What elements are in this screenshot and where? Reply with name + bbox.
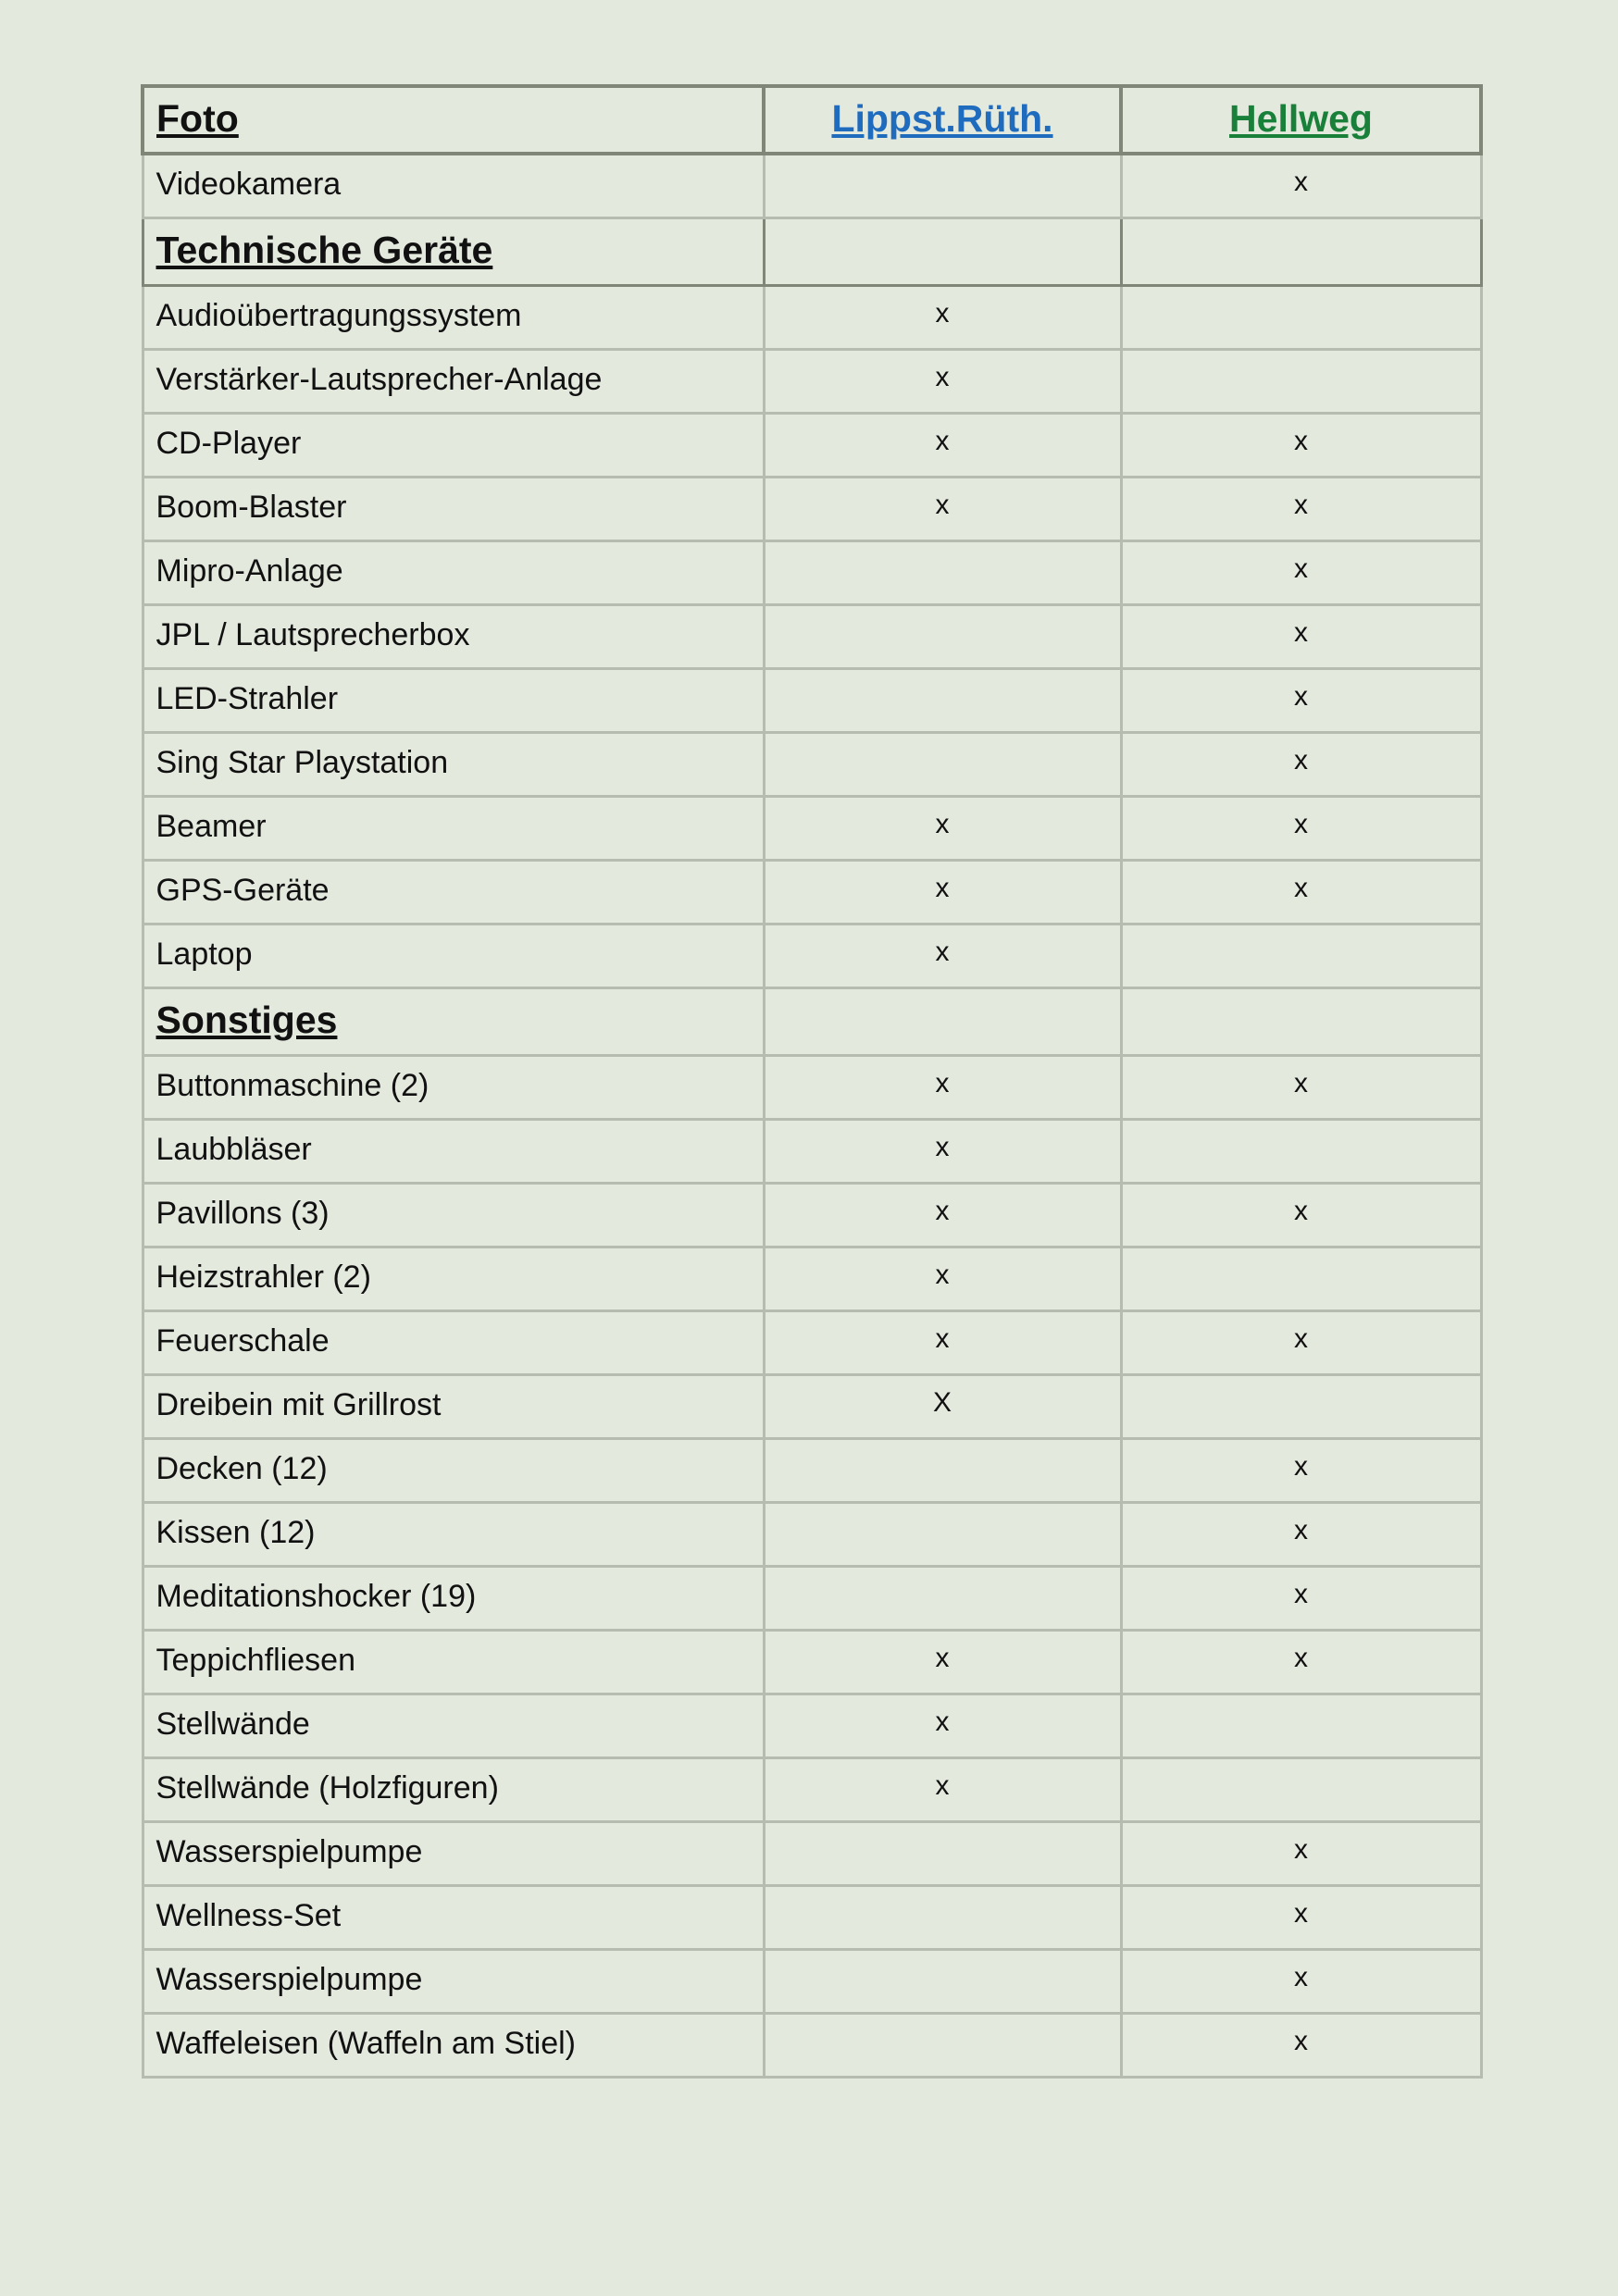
table-row xyxy=(143,924,1481,987)
item-label: Sing Star Playstation xyxy=(143,732,764,796)
availability-lippstadt-ruethen: x xyxy=(764,924,1121,987)
item-label: Meditationshocker (19) xyxy=(143,1566,764,1630)
table-row xyxy=(143,732,1481,796)
availability-lippstadt-ruethen xyxy=(764,1502,1121,1566)
item-label: Laptop xyxy=(143,924,764,987)
availability-lippstadt-ruethen xyxy=(764,1438,1121,1502)
table-header-row xyxy=(143,86,1481,154)
availability-lippstadt-ruethen: x xyxy=(764,1119,1121,1183)
availability-hellweg: x xyxy=(1121,604,1481,668)
table-row xyxy=(143,1055,1481,1119)
availability-hellweg: x xyxy=(1121,1183,1481,1247)
availability-lippstadt-ruethen xyxy=(764,540,1121,604)
table-row xyxy=(143,477,1481,540)
availability-lippstadt-ruethen xyxy=(764,732,1121,796)
table-row xyxy=(143,1183,1481,1247)
item-label: Boom-Blaster xyxy=(143,477,764,540)
availability-hellweg xyxy=(1121,349,1481,413)
table-row xyxy=(143,1757,1481,1821)
availability-lippstadt-ruethen: x xyxy=(764,1694,1121,1757)
availability-hellweg: x xyxy=(1121,413,1481,477)
table-row xyxy=(143,154,1481,217)
availability-lippstadt-ruethen: x xyxy=(764,1055,1121,1119)
empty-cell xyxy=(1121,987,1481,1055)
availability-lippstadt-ruethen xyxy=(764,1566,1121,1630)
item-label: Stellwände xyxy=(143,1694,764,1757)
table-row xyxy=(143,1119,1481,1183)
item-label: Mipro-Anlage xyxy=(143,540,764,604)
availability-lippstadt-ruethen xyxy=(764,668,1121,732)
table-row xyxy=(143,668,1481,732)
item-label: Waffeleisen (Waffeln am Stiel) xyxy=(143,2013,764,2077)
item-label: Verstärker-Lautsprecher-Anlage xyxy=(143,349,764,413)
table-row xyxy=(143,1821,1481,1885)
table-row xyxy=(143,285,1481,349)
availability-hellweg xyxy=(1121,924,1481,987)
item-label: Feuerschale xyxy=(143,1310,764,1374)
equipment-table xyxy=(141,84,1483,2079)
table-row xyxy=(143,1694,1481,1757)
item-label: Audioübertragungssystem xyxy=(143,285,764,349)
item-label: Wasserspielpumpe xyxy=(143,1949,764,2013)
table-row xyxy=(143,604,1481,668)
availability-hellweg: x xyxy=(1121,860,1481,924)
availability-hellweg xyxy=(1121,1694,1481,1757)
availability-lippstadt-ruethen: x xyxy=(764,349,1121,413)
section-header-row xyxy=(143,987,1481,1055)
header-lippstadt-ruethen: Lippst.Rüth. xyxy=(764,86,1121,154)
table-row xyxy=(143,2013,1481,2077)
item-label: Dreibein mit Grillrost xyxy=(143,1374,764,1438)
availability-hellweg: x xyxy=(1121,1055,1481,1119)
availability-hellweg: x xyxy=(1121,154,1481,217)
availability-hellweg xyxy=(1121,1757,1481,1821)
item-label: JPL / Lautsprecherbox xyxy=(143,604,764,668)
availability-lippstadt-ruethen: x xyxy=(764,477,1121,540)
availability-lippstadt-ruethen xyxy=(764,604,1121,668)
table-row xyxy=(143,1374,1481,1438)
availability-hellweg xyxy=(1121,285,1481,349)
section-title: Sonstiges xyxy=(143,987,764,1055)
item-label: Beamer xyxy=(143,796,764,860)
availability-lippstadt-ruethen xyxy=(764,1885,1121,1949)
availability-hellweg: x xyxy=(1121,1438,1481,1502)
item-label: Heizstrahler (2) xyxy=(143,1247,764,1310)
header-foto: Foto xyxy=(143,86,764,154)
item-label: Buttonmaschine (2) xyxy=(143,1055,764,1119)
availability-hellweg xyxy=(1121,1374,1481,1438)
availability-hellweg: x xyxy=(1121,477,1481,540)
item-label: Decken (12) xyxy=(143,1438,764,1502)
table-row xyxy=(143,1310,1481,1374)
table-row xyxy=(143,1566,1481,1630)
table-row xyxy=(143,1949,1481,2013)
availability-lippstadt-ruethen: x xyxy=(764,1630,1121,1694)
availability-lippstadt-ruethen xyxy=(764,1821,1121,1885)
table-row xyxy=(143,1885,1481,1949)
table-row xyxy=(143,1630,1481,1694)
availability-lippstadt-ruethen: x xyxy=(764,860,1121,924)
availability-hellweg: x xyxy=(1121,1630,1481,1694)
item-label: Videokamera xyxy=(143,154,764,217)
availability-lippstadt-ruethen: x xyxy=(764,1310,1121,1374)
empty-cell xyxy=(1121,217,1481,285)
table-row xyxy=(143,796,1481,860)
table-row xyxy=(143,1247,1481,1310)
empty-cell xyxy=(764,217,1121,285)
availability-lippstadt-ruethen: x xyxy=(764,1247,1121,1310)
item-label: Wasserspielpumpe xyxy=(143,1821,764,1885)
section-title: Technische Geräte xyxy=(143,217,764,285)
item-label: Pavillons (3) xyxy=(143,1183,764,1247)
availability-lippstadt-ruethen xyxy=(764,1949,1121,2013)
item-label: GPS-Geräte xyxy=(143,860,764,924)
availability-lippstadt-ruethen xyxy=(764,154,1121,217)
availability-hellweg: x xyxy=(1121,540,1481,604)
table-row xyxy=(143,413,1481,477)
item-label: Teppichfliesen xyxy=(143,1630,764,1694)
header-hellweg: Hellweg xyxy=(1121,86,1481,154)
item-label: LED-Strahler xyxy=(143,668,764,732)
availability-lippstadt-ruethen xyxy=(764,2013,1121,2077)
item-label: Wellness-Set xyxy=(143,1885,764,1949)
availability-lippstadt-ruethen: x xyxy=(764,1757,1121,1821)
table-row xyxy=(143,540,1481,604)
empty-cell xyxy=(764,987,1121,1055)
availability-hellweg: x xyxy=(1121,1885,1481,1949)
availability-hellweg: x xyxy=(1121,732,1481,796)
availability-hellweg xyxy=(1121,1119,1481,1183)
availability-lippstadt-ruethen: X xyxy=(764,1374,1121,1438)
item-label: Laubbläser xyxy=(143,1119,764,1183)
item-label: Stellwände (Holzfiguren) xyxy=(143,1757,764,1821)
availability-lippstadt-ruethen: x xyxy=(764,285,1121,349)
availability-hellweg: x xyxy=(1121,668,1481,732)
availability-hellweg: x xyxy=(1121,1821,1481,1885)
availability-hellweg: x xyxy=(1121,2013,1481,2077)
availability-hellweg: x xyxy=(1121,1566,1481,1630)
availability-hellweg: x xyxy=(1121,1502,1481,1566)
item-label: Kissen (12) xyxy=(143,1502,764,1566)
availability-hellweg: x xyxy=(1121,796,1481,860)
availability-lippstadt-ruethen: x xyxy=(764,796,1121,860)
availability-hellweg xyxy=(1121,1247,1481,1310)
table-row xyxy=(143,349,1481,413)
item-label: CD-Player xyxy=(143,413,764,477)
availability-hellweg: x xyxy=(1121,1310,1481,1374)
section-header-row xyxy=(143,217,1481,285)
table-row xyxy=(143,1438,1481,1502)
table-row xyxy=(143,860,1481,924)
availability-lippstadt-ruethen: x xyxy=(764,413,1121,477)
table-row xyxy=(143,1502,1481,1566)
availability-hellweg: x xyxy=(1121,1949,1481,2013)
availability-lippstadt-ruethen: x xyxy=(764,1183,1121,1247)
